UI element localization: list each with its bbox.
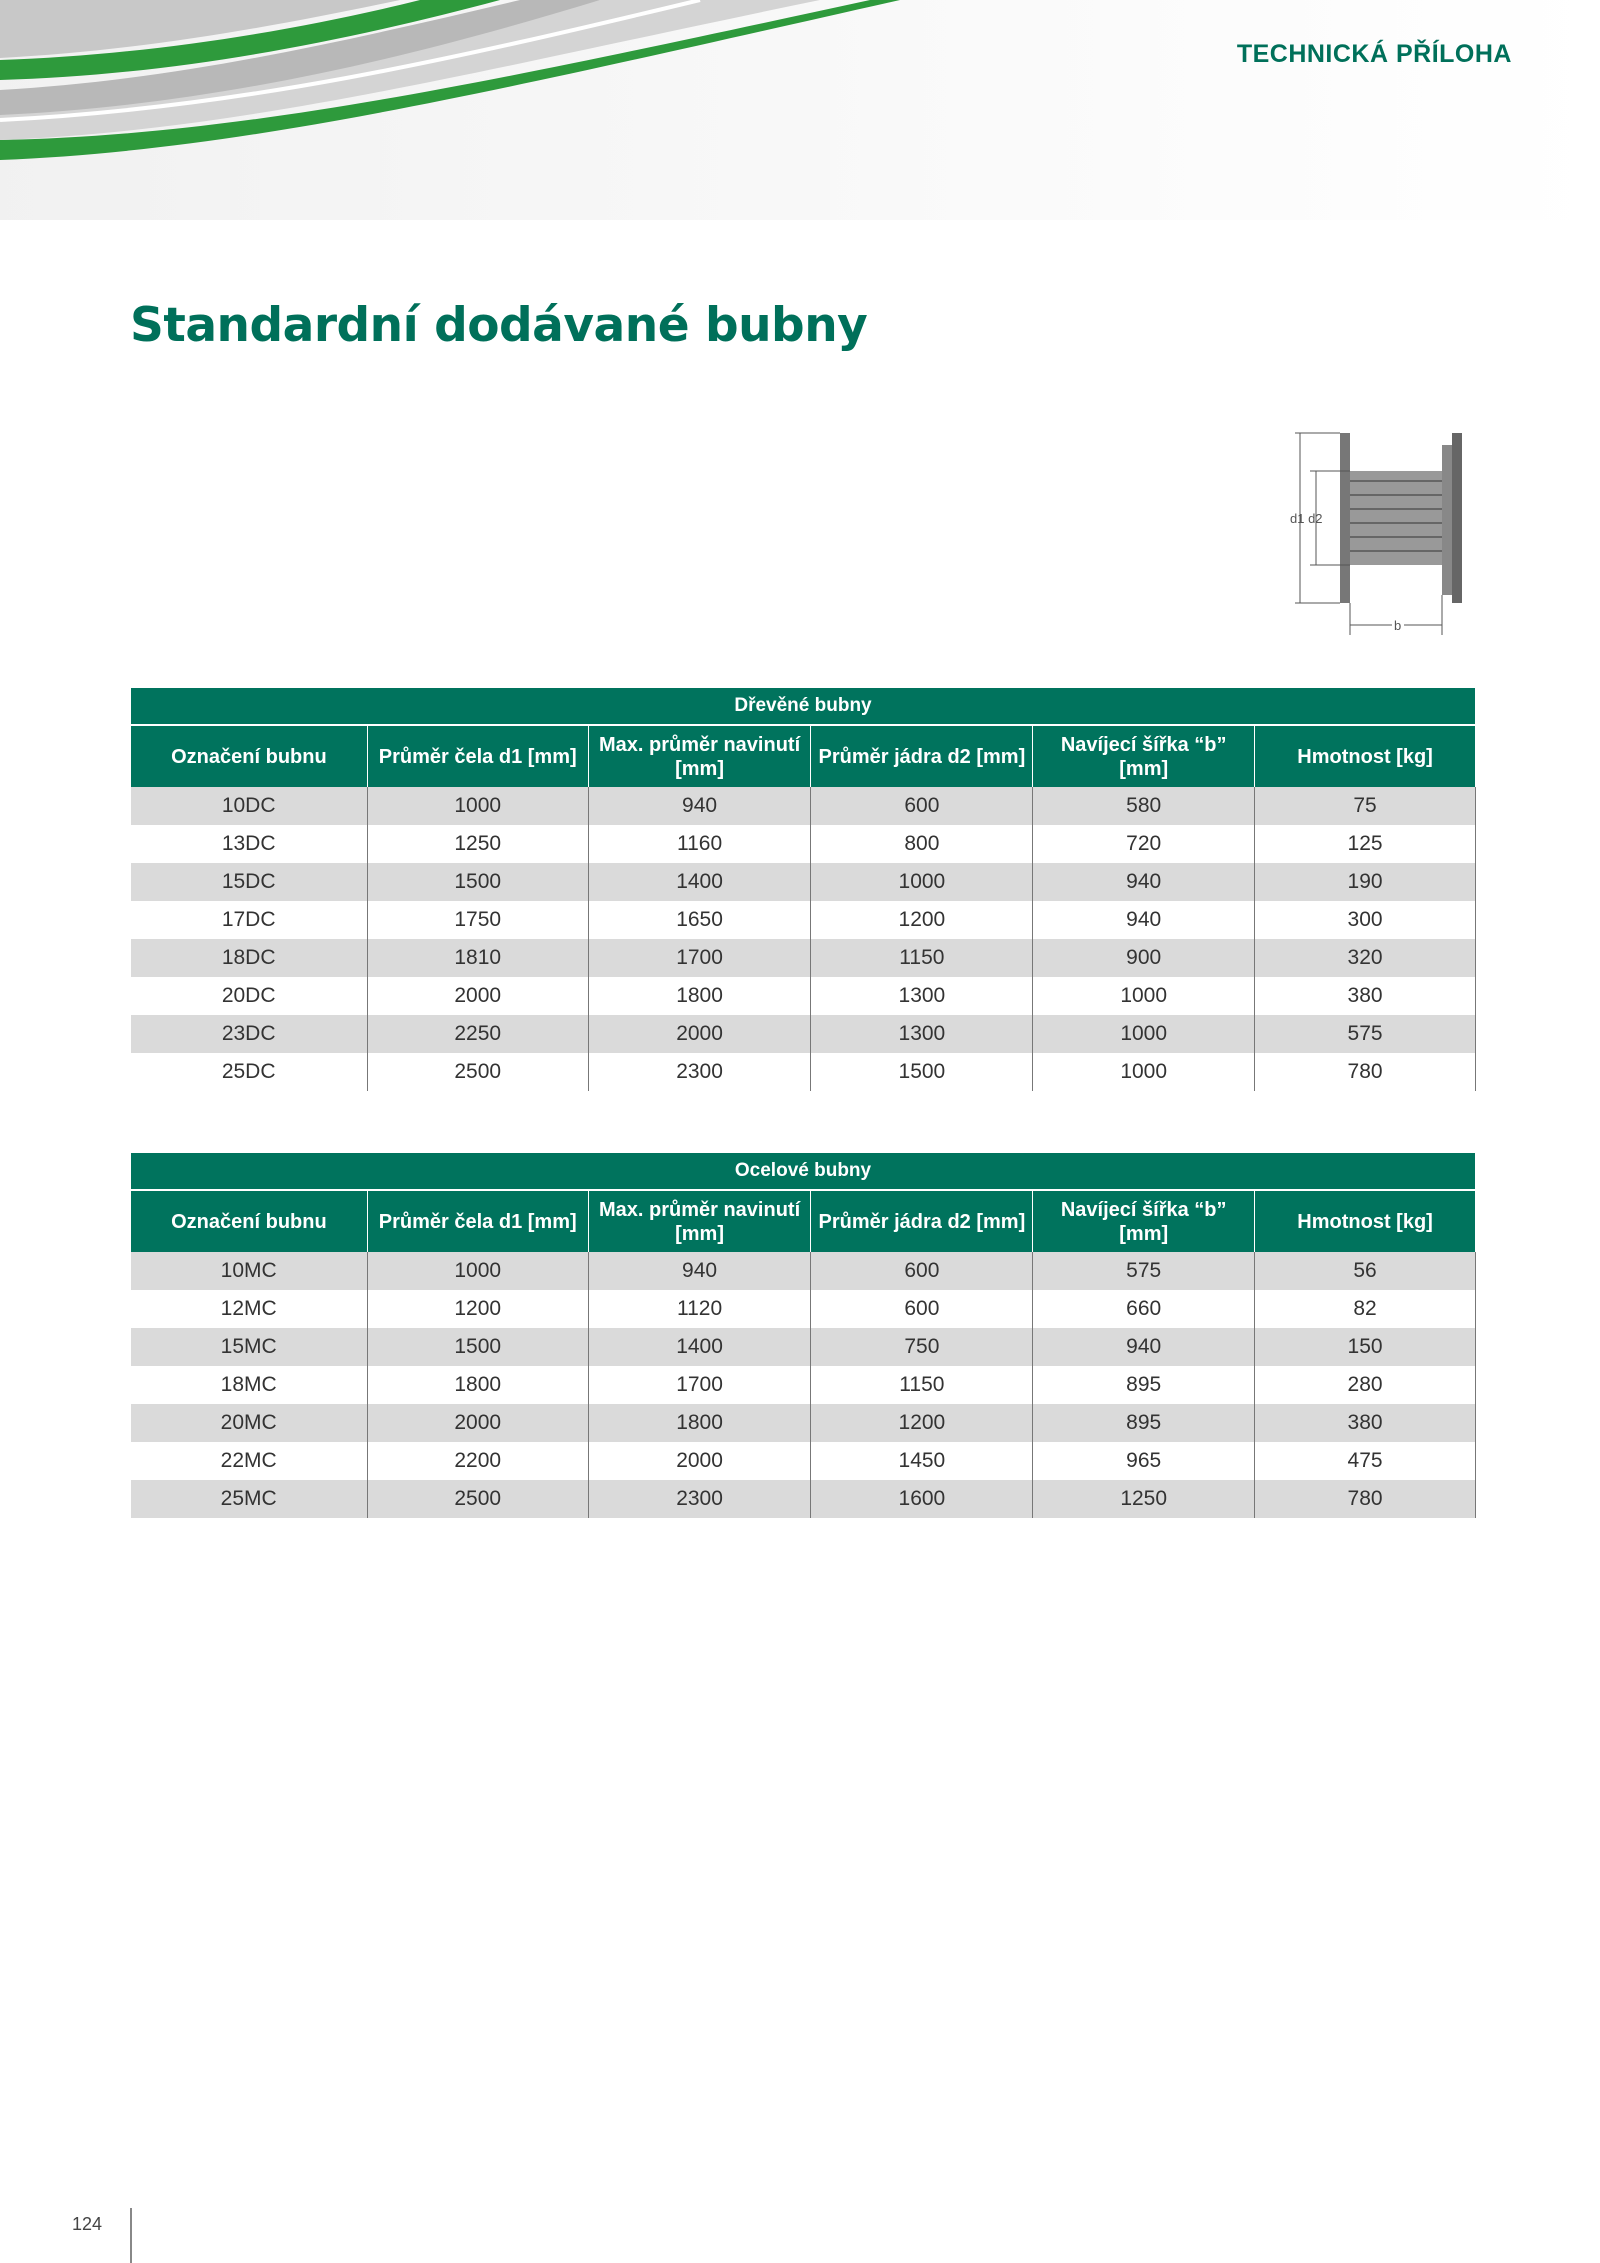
steel-drums-table <box>130 1153 1476 1518</box>
section-label: TECHNICKÁ PŘÍLOHA <box>1236 40 1512 68</box>
column-header: Průměr čela d1 [mm] <box>367 725 588 787</box>
table-cell: 1700 <box>588 939 811 977</box>
diagram-label-d: d1 d2 <box>1290 511 1323 526</box>
table-cell: 13DC <box>131 825 368 863</box>
table-cell: 1250 <box>367 825 588 863</box>
table-row <box>131 1366 1476 1404</box>
table-cell: 720 <box>1033 825 1255 863</box>
table-cell: 10DC <box>131 787 368 825</box>
table-cell: 15MC <box>131 1328 368 1366</box>
table-cell: 1000 <box>1033 1015 1255 1053</box>
table-cell: 1000 <box>367 1252 588 1290</box>
table-cell: 1700 <box>588 1366 811 1404</box>
column-header: Navíjecí šířka “b” [mm] <box>1033 725 1255 787</box>
table-cell: 15DC <box>131 863 368 901</box>
page-number: 124 <box>72 2214 103 2234</box>
table-cell: 2000 <box>588 1442 811 1480</box>
table-row <box>131 825 1476 863</box>
table-row <box>131 1290 1476 1328</box>
table-cell: 1000 <box>1033 977 1255 1015</box>
table-cell: 2500 <box>367 1053 588 1091</box>
table-caption: Ocelové bubny <box>131 1153 1476 1190</box>
table-cell: 10MC <box>131 1252 368 1290</box>
table-cell: 2300 <box>588 1053 811 1091</box>
table-cell: 1500 <box>367 863 588 901</box>
table-caption: Dřevěné bubny <box>131 688 1476 725</box>
table-cell: 1800 <box>367 1366 588 1404</box>
table-cell: 475 <box>1255 1442 1476 1480</box>
table-cell: 940 <box>588 1252 811 1290</box>
table-cell: 25DC <box>131 1053 368 1091</box>
table-cell: 320 <box>1255 939 1476 977</box>
table-cell: 1650 <box>588 901 811 939</box>
table-cell: 1500 <box>367 1328 588 1366</box>
table-row <box>131 787 1476 825</box>
table-cell: 125 <box>1255 825 1476 863</box>
diagram-label-b: b <box>1394 618 1402 633</box>
column-header: Průměr jádra d2 [mm] <box>811 1190 1033 1252</box>
table-cell: 1200 <box>367 1290 588 1328</box>
table-cell: 1000 <box>367 787 588 825</box>
table-cell: 2250 <box>367 1015 588 1053</box>
column-header: Max. průměr navinutí [mm] <box>588 725 811 787</box>
table-cell: 380 <box>1255 1404 1476 1442</box>
table-cell: 660 <box>1033 1290 1255 1328</box>
table-cell: 2500 <box>367 1480 588 1518</box>
table-cell: 940 <box>1033 901 1255 939</box>
table-cell: 1300 <box>811 1015 1033 1053</box>
table-cell: 940 <box>588 787 811 825</box>
table-row <box>131 901 1476 939</box>
table-cell: 600 <box>811 1290 1033 1328</box>
table-cell: 1000 <box>811 863 1033 901</box>
table-row <box>131 1442 1476 1480</box>
table-cell: 1150 <box>811 1366 1033 1404</box>
table-cell: 1500 <box>811 1053 1033 1091</box>
column-header: Průměr čela d1 [mm] <box>367 1190 588 1252</box>
table-cell: 2000 <box>367 977 588 1015</box>
table-row <box>131 977 1476 1015</box>
table-cell: 800 <box>811 825 1033 863</box>
column-header: Hmotnost [kg] <box>1255 1190 1476 1252</box>
column-header: Označení bubnu <box>131 1190 368 1252</box>
table-cell: 1300 <box>811 977 1033 1015</box>
table-row <box>131 1328 1476 1366</box>
table-cell: 1400 <box>588 863 811 901</box>
table-cell: 2300 <box>588 1480 811 1518</box>
table-cell: 1400 <box>588 1328 811 1366</box>
table-cell: 1450 <box>811 1442 1033 1480</box>
table-cell: 895 <box>1033 1404 1255 1442</box>
table-cell: 18DC <box>131 939 368 977</box>
column-header: Hmotnost [kg] <box>1255 725 1476 787</box>
wooden-drums-table <box>130 688 1476 1091</box>
table-cell: 1160 <box>588 825 811 863</box>
table-cell: 190 <box>1255 863 1476 901</box>
table-cell: 600 <box>811 1252 1033 1290</box>
table-cell: 150 <box>1255 1328 1476 1366</box>
table-row <box>131 1053 1476 1091</box>
table-cell: 23DC <box>131 1015 368 1053</box>
table-cell: 17DC <box>131 901 368 939</box>
table-cell: 1750 <box>367 901 588 939</box>
page-title: Standardní dodávané bubny <box>130 298 868 353</box>
table-cell: 600 <box>811 787 1033 825</box>
table-cell: 25MC <box>131 1480 368 1518</box>
table-cell: 82 <box>1255 1290 1476 1328</box>
table-cell: 1120 <box>588 1290 811 1328</box>
column-header: Průměr jádra d2 [mm] <box>811 725 1033 787</box>
column-header: Navíjecí šířka “b” [mm] <box>1033 1190 1255 1252</box>
table-row <box>131 1480 1476 1518</box>
table-cell: 12MC <box>131 1290 368 1328</box>
table-row <box>131 939 1476 977</box>
table-cell: 280 <box>1255 1366 1476 1404</box>
table-cell: 1600 <box>811 1480 1033 1518</box>
table-cell: 1250 <box>1033 1480 1255 1518</box>
table-cell: 2200 <box>367 1442 588 1480</box>
table-cell: 580 <box>1033 787 1255 825</box>
column-header: Označení bubnu <box>131 725 368 787</box>
table-row <box>131 1404 1476 1442</box>
table-cell: 575 <box>1033 1252 1255 1290</box>
table-cell: 1800 <box>588 977 811 1015</box>
table-cell: 1800 <box>588 1404 811 1442</box>
table-cell: 300 <box>1255 901 1476 939</box>
table-cell: 940 <box>1033 1328 1255 1366</box>
table-cell: 56 <box>1255 1252 1476 1290</box>
table-row <box>131 1015 1476 1053</box>
table-cell: 2000 <box>588 1015 811 1053</box>
table-cell: 780 <box>1255 1480 1476 1518</box>
table-cell: 575 <box>1255 1015 1476 1053</box>
table-cell: 750 <box>811 1328 1033 1366</box>
table-cell: 380 <box>1255 977 1476 1015</box>
table-cell: 940 <box>1033 863 1255 901</box>
page-number-divider <box>130 2208 132 2263</box>
table-cell: 2000 <box>367 1404 588 1442</box>
decorative-cable-banner <box>0 0 1600 230</box>
table-cell: 20MC <box>131 1404 368 1442</box>
table-cell: 965 <box>1033 1442 1255 1480</box>
table-cell: 1810 <box>367 939 588 977</box>
table-cell: 1200 <box>811 901 1033 939</box>
table-cell: 780 <box>1255 1053 1476 1091</box>
table-cell: 1150 <box>811 939 1033 977</box>
table-row <box>131 863 1476 901</box>
column-header: Max. průměr navinutí [mm] <box>588 1190 811 1252</box>
table-cell: 1000 <box>1033 1053 1255 1091</box>
table-row <box>131 1252 1476 1290</box>
table-cell: 900 <box>1033 939 1255 977</box>
table-cell: 20DC <box>131 977 368 1015</box>
table-cell: 22MC <box>131 1442 368 1480</box>
table-cell: 75 <box>1255 787 1476 825</box>
table-cell: 18MC <box>131 1366 368 1404</box>
table-cell: 895 <box>1033 1366 1255 1404</box>
drum-diagram <box>1280 425 1480 635</box>
table-cell: 1200 <box>811 1404 1033 1442</box>
